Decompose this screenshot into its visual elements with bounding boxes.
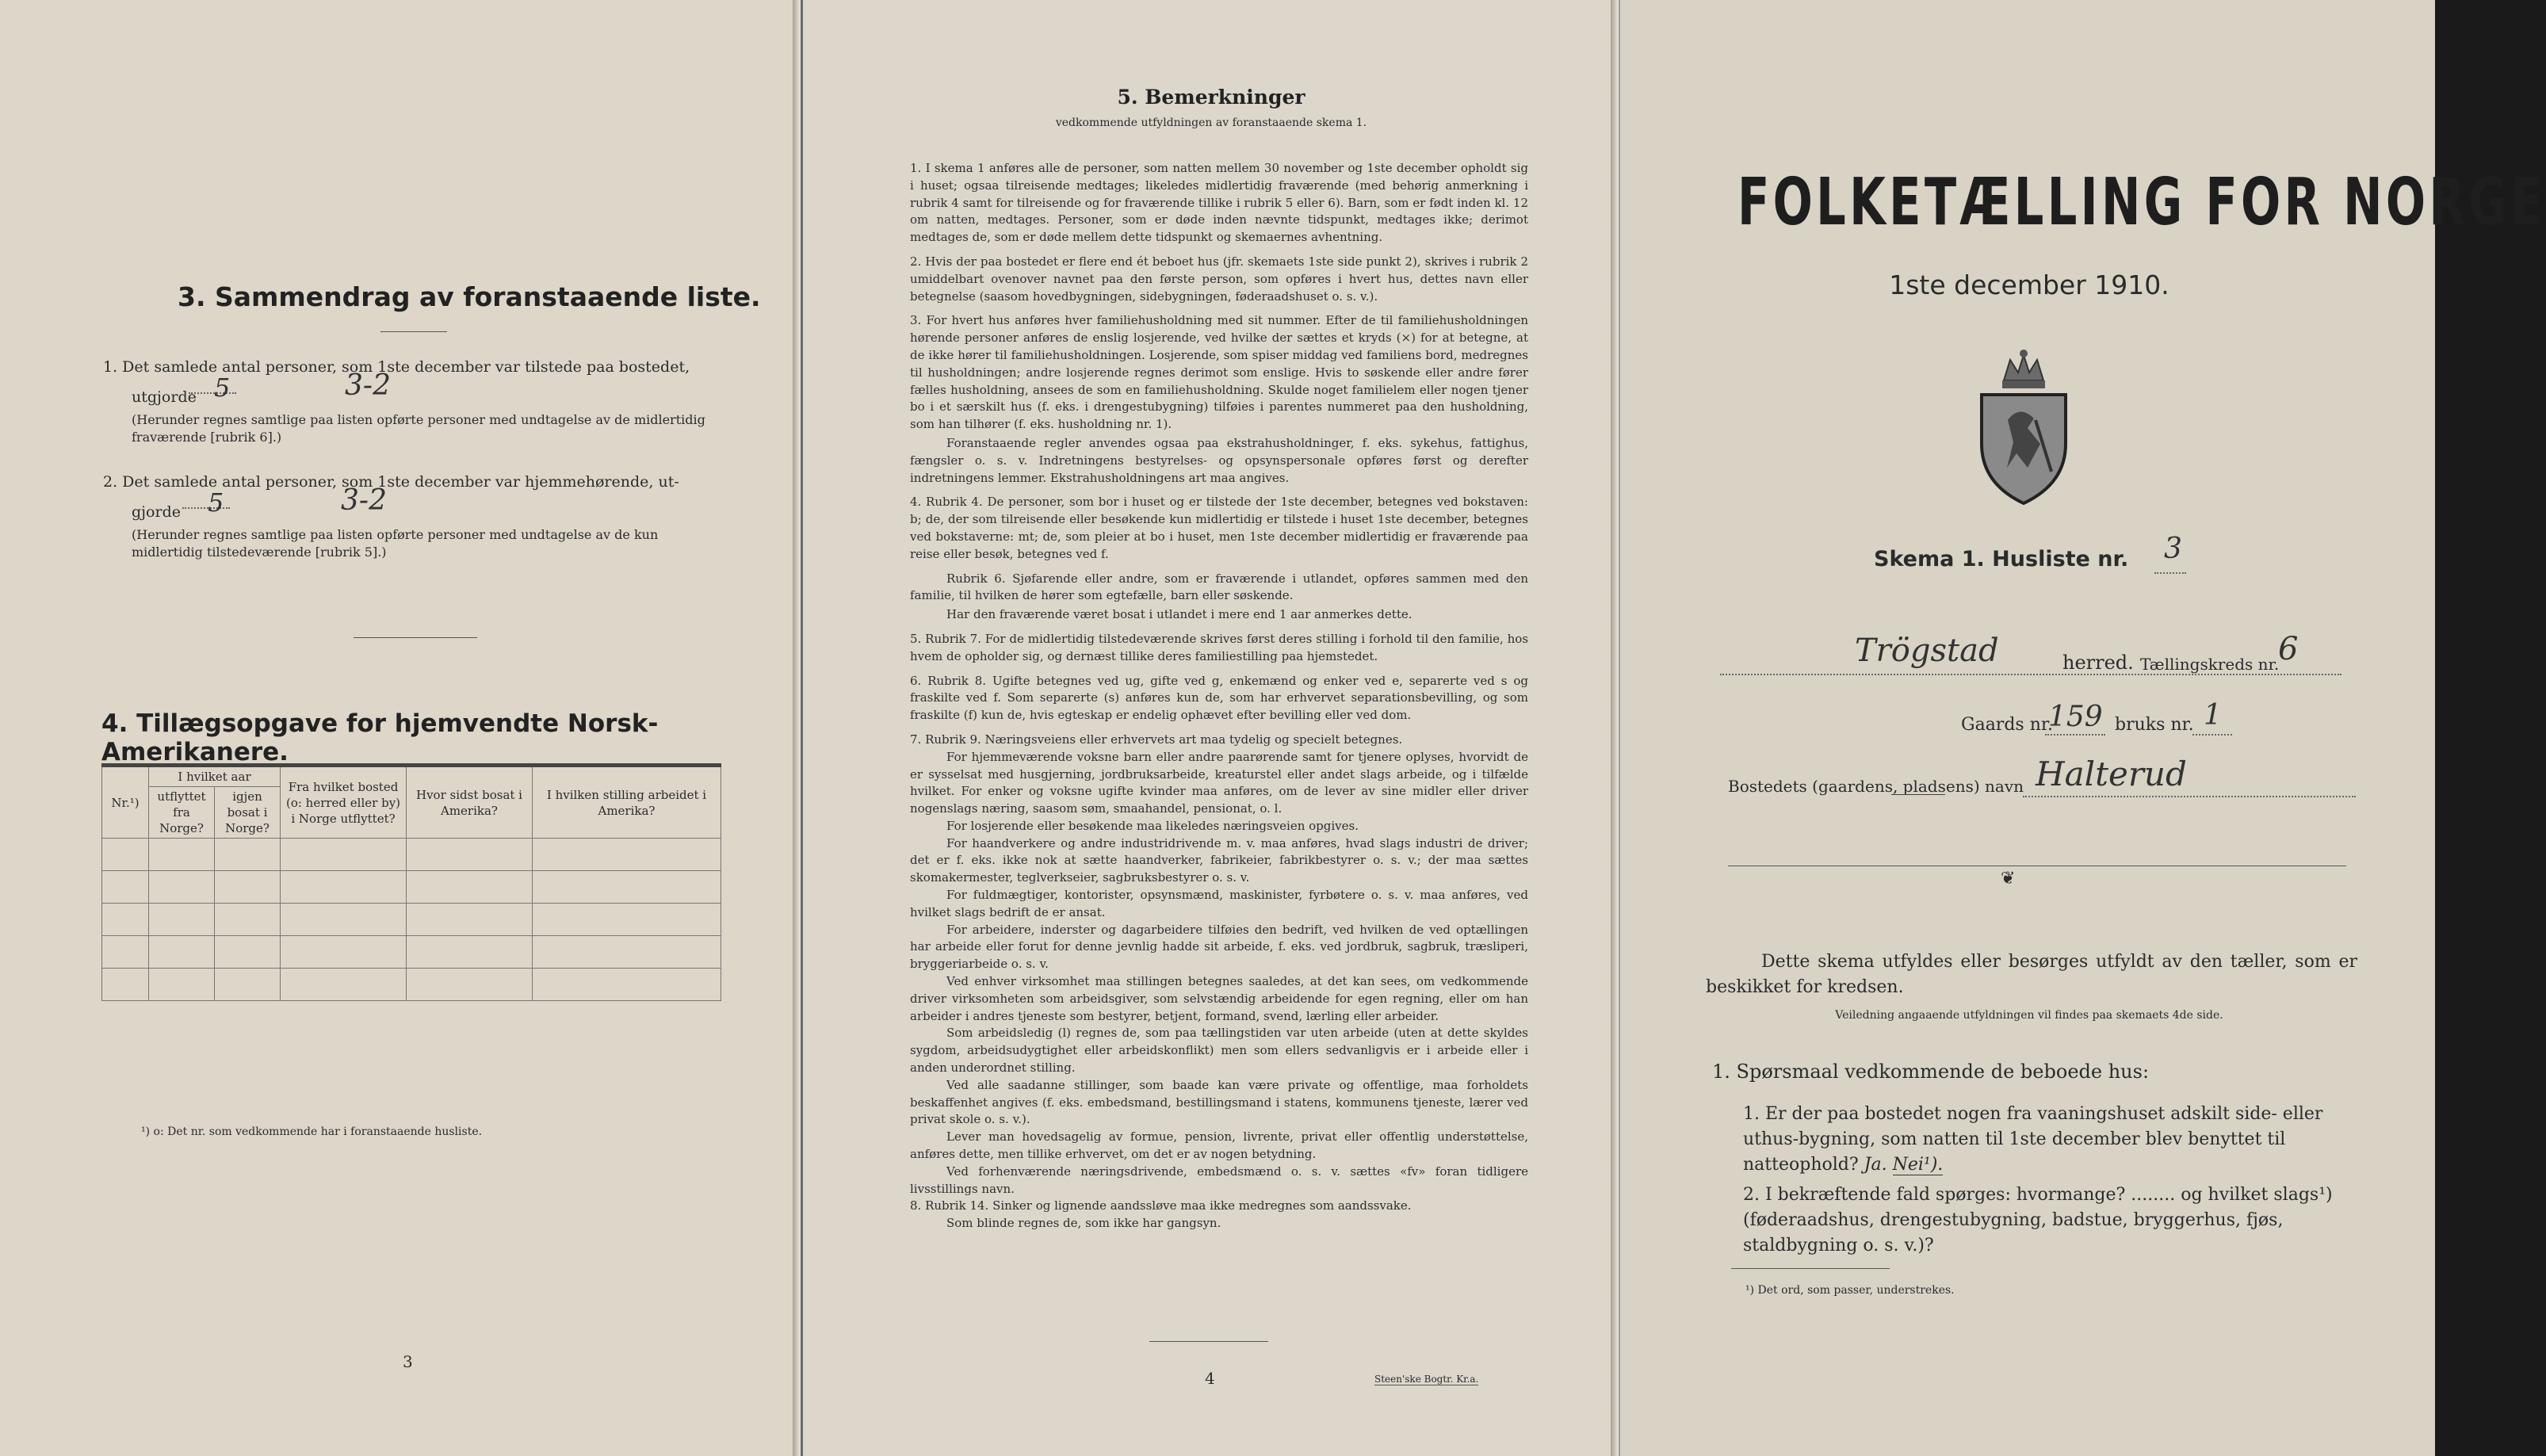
section4-heading: 4. Tillægsopgave for hjemvendte Norsk-Amerikanere. <box>101 709 659 766</box>
table-row <box>102 904 721 936</box>
col-utflyttet: utflyttet fra Norge? <box>149 787 215 839</box>
remark-4: 4. Rubrik 4. De personer, som bor i huset og er tilstede der 1ste december, betegnes ved bokstaven: b; de, der som tilreisende eller besøkende kun midlertidig er tilstede i huset 1ste december, betegnes ved bokstaverne: mt; de, som pleier at bo i huset, men 1ste december midlertidig er fraværende paa reise eller besøk, betegnes ved f. <box>910 495 1528 561</box>
item2-label: gjorde <box>132 503 181 521</box>
norsk-amerikanere-table <box>101 763 721 1001</box>
remark-7g: Som arbeidsledig (l) regnes de, som paa tællingstiden var uten arbeide (uten at dette skyldes sygdom, arbeidsudygtighet eller arbeidskonflikt) men som ellers sedvanligvis er i arbeide eller i anden underordnet stilling. <box>910 1026 1528 1076</box>
page1-footnote: ¹) Det ord, som passer, understrekes. <box>1745 1284 1955 1297</box>
table-row <box>102 839 721 871</box>
remark-8: 8. Rubrik 14. Sinker og lignende aandssløve maa ikke medregnes som aandssvake. <box>910 1198 1412 1213</box>
remark-7e: For arbeidere, inderster og dagarbeidere tilføies den bedrift, ved hvilken de ved optællingen har arbeide eller forut for denne jevnlig hadde sit arbeide, f. eks. ved jordbruk, sagbruk, træsliperi, bryggeriarbeide o. s. v. <box>910 922 1528 972</box>
remark-1: 1. I skema 1 anføres alle de personer, som natten mellem 30 november og 1ste december opholdt sig i huset; ogsaa tilreisende medtages; likeledes midlertidig fraværende (med behørig anmerkning i rubrik 4 samt for tilreisende og for fraværende tillike i rubrik 5 eller 6). Barn, som er født inden kl. 12 om natten, medtages. Personer, som er døde inden nævnte tidspunkt, medtages ikke; derimot medtages de, som er døde mellem dette tidspunkt og skemaernes avhentning. <box>910 161 1528 245</box>
remark-7d: For fuldmægtiger, kontorister, opsynsmænd, maskinister, fyrbøtere o. s. v. maa anføres, ved hvilket slags bedrift de er ansat. <box>910 888 1528 919</box>
page-number-4: 4 <box>1205 1369 1215 1388</box>
section3-heading: 3. Sammendrag av foranstaaende liste. <box>178 281 761 312</box>
question-1-ja: Ja. <box>1864 1155 1887 1175</box>
table-footnote: ¹) o: Det nr. som vedkommende har i foranstaaende husliste. <box>141 1125 483 1138</box>
col-group-hvilket-aar: I hvilket aar <box>149 766 281 787</box>
herred-label: herred. <box>2059 652 2137 674</box>
table-row <box>102 969 721 1001</box>
remark-7: 7. Rubrik 9. Næringsveiens eller erhvervets art maa tydelig og specielt betegnes. <box>910 732 1403 747</box>
col-igjen-bosat: igjen bosat i Norge? <box>215 787 281 839</box>
item2-value: 5 <box>208 487 224 518</box>
gaards-value: 159 <box>2048 701 2103 733</box>
remark-3: 3. For hvert hus anføres hver familiehusholdning med sit nummer. Efter de til familiehusholdningen hørende personer anføres de enslig losjerende, ved hvilke der sættes et kryds (×) for at betegne, at de ikke hører til familiehusholdningen. Losjerende, som spiser middag ved familiens bord, medregnes til husholdningen; andre losjerende regnes derimot som enslige. Hvis to søskende eller andre fører fælles husholdning, ansees de som en familiehusholdning. Skulde noget familielem eller nogen tjener bo i et særskilt hus (f. eks. i drengestubygning) tilføies i parentes nummeret paa den husholdning, som han tilhører (f. eks. husholdning nr. 1). <box>910 313 1528 432</box>
remark-7f: Ved enhver virksomhet maa stillingen betegnes saaledes, at det kan sees, om vedkommende driver virksomheten som arbeidsgiver, som selvstændig arbeidende for egen regning, eller om han arbeider i andres tjeneste som bestyrer, betjent, formand, svend, lærling eller arbeider. <box>910 974 1528 1023</box>
remark-7c: For haandverkere og andre industridrivende m. v. maa anføres, hvad slags industri de driver; det er f. eks. ikke nok at sætte haandverker, fabrikeier, fabrikbestyrer o. s. v.; der maa sættes skomakermester, teglverkseier, sagbruksbestyrer o. s. v. <box>910 835 1528 885</box>
col-nr: Nr.¹) <box>102 766 149 839</box>
remark-7j: Ved forhenværende næringsdrivende, embedsmænd o. s. v. sættes «fv» foran tidligere livsstillings navn. <box>910 1164 1528 1196</box>
kreds-label: Tællingskreds nr. <box>2137 655 2282 674</box>
remark-7i: Lever man hovedsagelig av formue, pension, livrente, privat eller offentlig understøttelse, anføres dette, men tillike erhvervet, om det er av nogen betydning. <box>910 1129 1528 1162</box>
remark-8a: Som blinde regnes de, som ikke har gangsyn. <box>946 1216 1221 1231</box>
item2-text: 2. Det samlede antal personer, som 1ste december var hjemmehørende, ut- <box>103 473 679 491</box>
intro-text: Dette skema utfyldes eller besørges utfyldt av den tæller, som er beskikket for kredsen. <box>1706 952 2357 997</box>
item1-label: utgjorde <box>132 388 197 406</box>
col-hvor-bosat: Hvor sidst bosat i Amerika? <box>407 766 533 839</box>
page-spine-left <box>793 0 801 1456</box>
printer-imprint: Steen'ske Bogtr. Kr.a. <box>1374 1374 1479 1385</box>
table-row <box>102 936 721 969</box>
item1-note: (Herunder regnes samtlige paa listen opførte personer med undtagelse av de midlertidig fraværende [rubrik 6].) <box>132 412 705 445</box>
remark-7b: For losjerende eller besøkende maa likeledes næringsveien opgives. <box>946 818 1359 833</box>
item1-value: 5 <box>214 373 231 403</box>
remark-5: 5. Rubrik 7. For de midlertidig tilstedeværende skrives først deres stilling i forhold til den familie, hos hvem de opholder sig, og dernæst tillike deres familiestilling paa hjemstedet. <box>910 631 1528 663</box>
ornament-icon: ❦ <box>2001 869 2016 889</box>
page-1 <box>1617 0 2546 1456</box>
census-title: FOLKETÆLLING FOR NORGE <box>1737 165 2546 240</box>
kreds-value: 6 <box>2278 631 2299 667</box>
bruks-label: bruks nr. <box>2115 715 2194 735</box>
page-spine-right <box>1611 0 1619 1456</box>
remark-3-extra: Foranstaaende regler anvendes ogsaa paa ekstrahusholdninger, f. eks. sykehus, fattighus, fængsler o. s. v. Indretningens bestyrelses- og opsynspersonale opføres først og derefter indretningens lemmer. Ekstrahusholdningens art maa angives. <box>910 435 1528 485</box>
col-fra-bosted: Fra hvilket bosted (o: herred eller by) i Norge utflyttet? <box>281 766 407 839</box>
questions-heading: 1. Spørsmaal vedkommende de beboede hus: <box>1712 1060 2150 1083</box>
item2-handwritten: 3-2 <box>341 484 387 517</box>
remark-4-bosat: Har den fraværende været bosat i utlandet i mere end 1 aar anmerkes dette. <box>946 607 1413 622</box>
intro-note: Veiledning angaaende utfyldningen vil findes paa skemaets 4de side. <box>1835 1009 2223 1022</box>
item1-text: 1. Det samlede antal personer, som 1ste december var tilstede paa bostedet, <box>103 358 690 376</box>
remark-7h: Ved alle saadanne stillinger, som baade kan være private og offentlige, maa forholdets beskaffenhet angives (f. eks. embedsmand, bestillingsmand i statens, kommunens tjeneste, lærer ved privat skole o. s. v.). <box>910 1077 1528 1127</box>
summary-item-1 <box>103 354 729 446</box>
item1-handwritten: 3-2 <box>345 369 391 402</box>
table-row <box>102 871 721 904</box>
question-1-nei: Nei¹). <box>1892 1155 1944 1175</box>
remarks-list <box>910 160 1528 1240</box>
census-date: 1ste december 1910. <box>1889 269 2169 300</box>
skema-label: Skema 1. Husliste nr. <box>1874 547 2129 571</box>
remarks-heading: 5. Bemerkninger <box>1117 86 1305 109</box>
page-3 <box>0 0 801 1456</box>
gaards-label: Gaards nr. <box>1961 715 2053 735</box>
question-1 <box>1743 1102 2353 1178</box>
summary-item-2 <box>103 469 729 561</box>
page-number-3: 3 <box>403 1352 413 1371</box>
herred-value: Trögstad <box>1855 632 1999 669</box>
remark-2: 2. Hvis der paa bostedet er flere end ét beboet hus (jfr. skemaets 1ste side punkt 2), skrives i rubrik 2 umiddelbart ovenover navnet paa den første person, som opføres i hvert hus, dettes navn eller betegnelse (saasom hovedbygningen, sidebygningen, føderaadshuset o. s. v.). <box>910 254 1528 304</box>
remarks-subheading: vedkommende utfyldningen av foranstaaende skema 1. <box>1055 117 1367 129</box>
item2-note: (Herunder regnes samtlige paa listen opførte personer med undtagelse av de kun midlertidig tilstedeværende [rubrik 5].) <box>132 527 659 560</box>
remark-4-rubrik6: Rubrik 6. Sjøfarende eller andre, som er fraværende i utlandet, opføres sammen med den familie, til hvilken de hører som egtefælle, barn eller søskende. <box>910 571 1528 603</box>
question-1-text: 1. Er der paa bostedet nogen fra vaaningshuset adskilt side- eller uthus-bygning, som natten til 1ste december blev benyttet til natteophold? <box>1743 1104 2323 1175</box>
remark-7a: For hjemmeværende voksne barn eller andre paarørende samt for tjenere oplyses, hvorvidt de er sysselsat med husgjerning, jordbruksarbeide, kreaturstel eller andet slags arbeide, og i tilfælde hvilket. For enker og voksne ugifte kvinder maa anføres, om de lever av sine midler eller driver nogenslags næring, saasom søm, smaahandel, pensionat, o. l. <box>910 749 1528 816</box>
col-stilling: I hvilken stilling arbeidet i Amerika? <box>533 766 721 839</box>
husliste-nr-value: 3 <box>2164 533 2182 565</box>
norwegian-coat-of-arms-icon <box>1972 349 2075 507</box>
bosted-label: Bostedets (gaardens, pladsens) navn <box>1728 777 2024 796</box>
remark-6: 6. Rubrik 8. Ugifte betegnes ved ug, gifte ved g, enkemænd og enker ved e, separerte ved s og fraskilte ved f. Som separerte (s) anføres kun de, som har erhvervet separationsbevilling, og som fraskilte (f) kun de, hvis egteskap er endelig ophævet efter bevilling eller ved dom. <box>910 673 1528 723</box>
bosted-value: Halterud <box>2036 755 2187 793</box>
question-2: 2. I bekræftende fald spørges: hvormange? ........ og hvilket slags¹) (føderaadshus, drengestubygning, badstue, bryggerhus, fjøs, staldbygning o. s. v.)? <box>1743 1185 2333 1255</box>
bruks-value: 1 <box>2204 699 2222 732</box>
